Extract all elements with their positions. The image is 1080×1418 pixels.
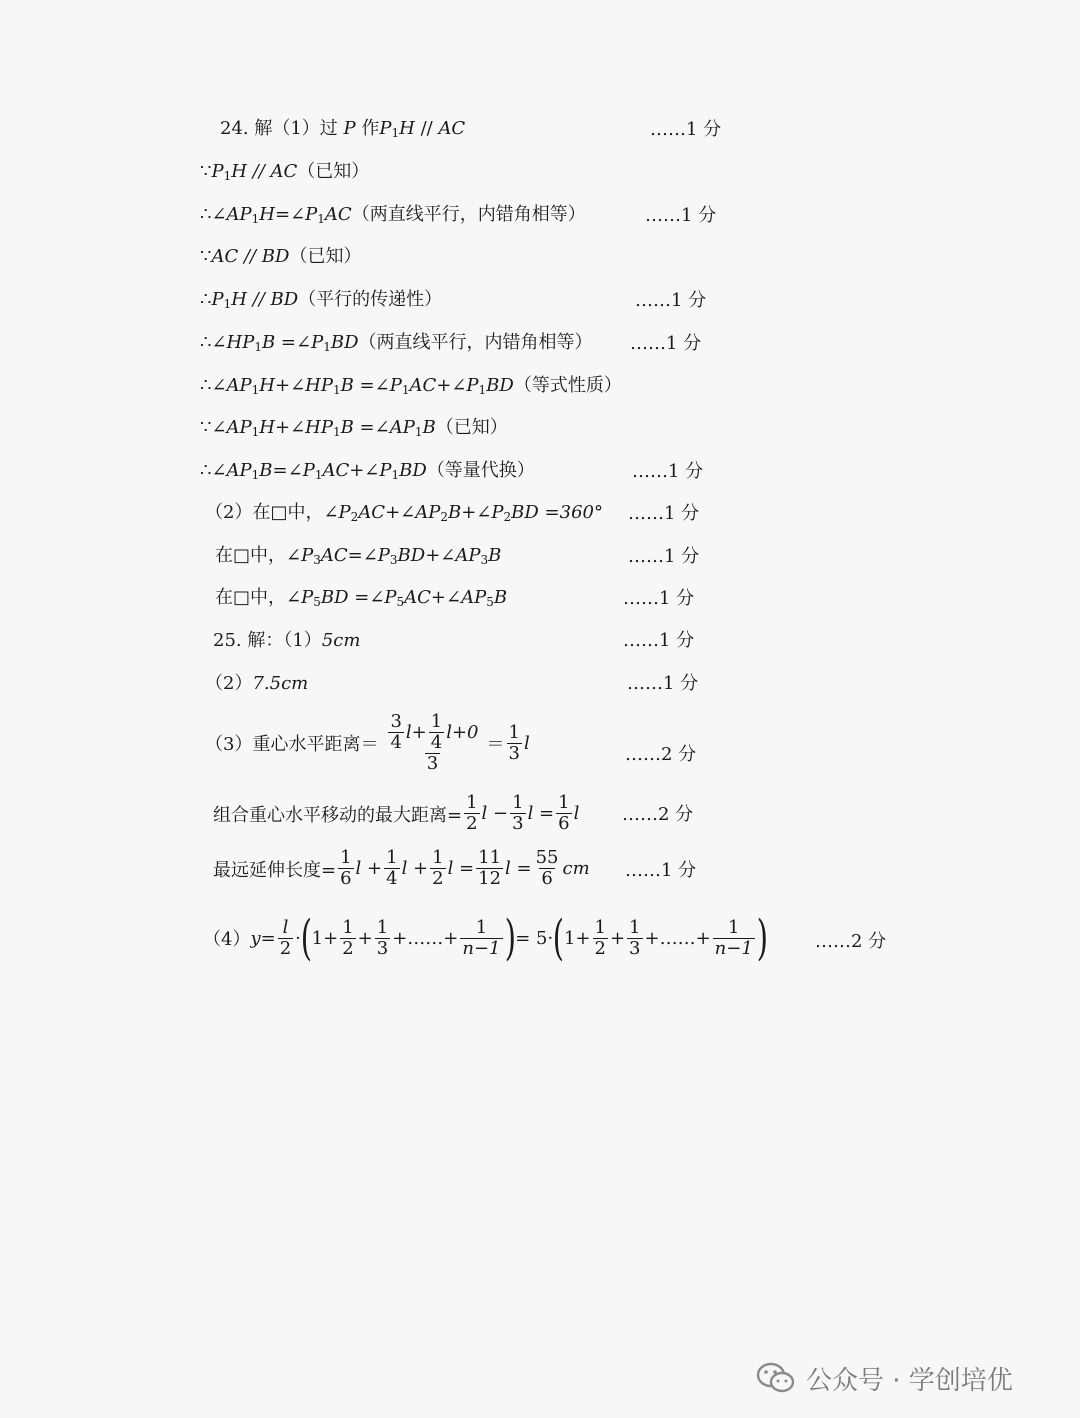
- fraction-1-3: $\frac{1}{3}$: [508, 721, 520, 764]
- fraction-1-2-b: $\frac{1}{2}$: [594, 916, 606, 959]
- fraction-1-2: $\frac{1}{2}$: [432, 847, 444, 889]
- score-12: ……2 分: [622, 804, 694, 825]
- left-paren-2: (: [552, 910, 565, 966]
- q24-line-11: 在□中，$\angle P_3AC=\angle P_3BD+\angle AP_3B$: [215, 545, 502, 567]
- q24-line-8: $\because\angle AP_1H+\angle HP_1B$ $=\angle AP_1B$（已知）: [200, 417, 508, 439]
- q24-line-1: 24. 解（1）过 P 作$P_1H$ // AC: [220, 118, 466, 140]
- score-13: ……1 分: [625, 860, 697, 881]
- right-paren: ): [504, 910, 516, 966]
- score-3: ……1 分: [635, 290, 707, 311]
- fraction-1-n-1: $\frac{1}{n-1}$: [462, 916, 501, 959]
- fraction-55-6: $\frac{55}{6}$: [535, 847, 559, 889]
- q24-line-12: 在□中，$\angle P_5BD$ $=\angle P_5AC+\angle AP_5B$: [215, 587, 508, 609]
- fraction-1-3: $\frac{1}{3}$: [376, 916, 389, 959]
- score-9: ……1 分: [623, 630, 695, 651]
- fraction-3-4: $\frac{3}{4}$: [390, 711, 402, 753]
- right-paren-2: ): [756, 910, 768, 966]
- watermark: [756, 1358, 1013, 1398]
- fraction-1-2: $\frac{1}{2}$: [466, 792, 478, 834]
- q25-line-2: （2）7.5cm: [205, 673, 309, 694]
- score-6: ……1 分: [628, 503, 700, 524]
- fraction-1-2: $\frac{1}{2}$: [342, 916, 354, 959]
- q24-line-9: $\therefore\angle AP_1B=\angle P_1AC+\angle P_1BD$（等量代换）: [200, 460, 535, 482]
- score-2: ……1 分: [645, 205, 717, 226]
- score-7: ……1 分: [628, 546, 700, 567]
- q24-line-6: $\therefore\angle HP_1B$ $=\angle P_1BD$（两直线平行，内错角相等）: [200, 332, 593, 354]
- fraction-1-6: $\frac{1}{6}$: [340, 847, 352, 889]
- score-1: ……1 分: [650, 119, 722, 140]
- q25-line-1: 25. 解：（1）5cm: [213, 630, 361, 651]
- q24-line-7: $\therefore\angle AP_1H+\angle HP_1B$ $=\angle P_1AC+\angle P_1BD$（等式性质）: [200, 375, 622, 397]
- q25-line-3: （3）重心水平距离＝ $\frac{3}{4}$ l + $\frac{1}{4}$ l+0 3 ＝ $\frac{1}{3}$ l: [205, 711, 530, 774]
- fraction-1-3-b: $\frac{1}{3}$: [629, 916, 641, 959]
- fraction-1-4: $\frac{1}{4}$: [386, 847, 398, 889]
- score-5: ……1 分: [632, 461, 704, 482]
- fraction-1-3: $\frac{1}{3}$: [512, 792, 524, 834]
- score-10: ……1 分: [627, 673, 699, 694]
- wechat-icon: [756, 1361, 796, 1395]
- fraction-11-12: $\frac{11}{12}$: [478, 847, 502, 889]
- q24-line-5: $\therefore P_1H // BD$（平行的传递性）: [200, 289, 443, 311]
- fraction-1-n-1-b: $\frac{1}{n-1}$: [714, 916, 753, 959]
- watermark-text: 公众号 · 学创培优: [806, 1365, 1013, 1396]
- q25-line-5: 最远延伸长度= $\frac{1}{6}$ l + $\frac{1}{4}$ l + $\frac{1}{2}$ l = $\frac{11}{12}$ l = $\frac{55}{6}$ cm: [213, 847, 590, 889]
- q24-line-10: （2）在□中，$\angle P_2AC+\angle AP_2B+\angle P_2BD =360^\circ$: [205, 502, 603, 524]
- left-paren: (: [300, 910, 312, 966]
- fraction-1-4: $\frac{1}{4}$: [430, 711, 443, 753]
- q24-line-2: $\because P_1H // AC$（已知）: [200, 161, 370, 183]
- q24-line-4: ∵AC // BD（已知）: [200, 246, 362, 267]
- score-8: ……1 分: [623, 588, 695, 609]
- q25-line-4: 组合重心水平移动的最大距离= $\frac{1}{2}$ l − $\frac{1}{3}$ l = $\frac{1}{6}$ l: [213, 792, 580, 834]
- fraction-1-6: $\frac{1}{6}$: [558, 792, 570, 834]
- q24-line-3: $\therefore\angle AP_1H=\angle P_1AC$（两直线平行，内错角相等）: [200, 204, 586, 226]
- q25-line-6: （4） y = $\frac{l}{2}$ · ( 1+ $\frac{1}{2}$ + $\frac{1}{3}$ +……+ $\frac{1}{n-1}$ ) = 5· ( 1+ $\frac{1}{2}$ + $\frac{1}{3}$ +……+ $\frac{1}{n-1}$ ): [203, 910, 768, 966]
- score-4: ……1 分: [630, 333, 702, 354]
- score-11: ……2 分: [625, 744, 697, 765]
- big-fraction: $\frac{3}{4}$ l + $\frac{1}{4}$ l+0 3: [390, 711, 479, 774]
- score-14: ……2 分: [815, 931, 887, 952]
- fraction-l-2: $\frac{l}{2}$: [279, 916, 292, 959]
